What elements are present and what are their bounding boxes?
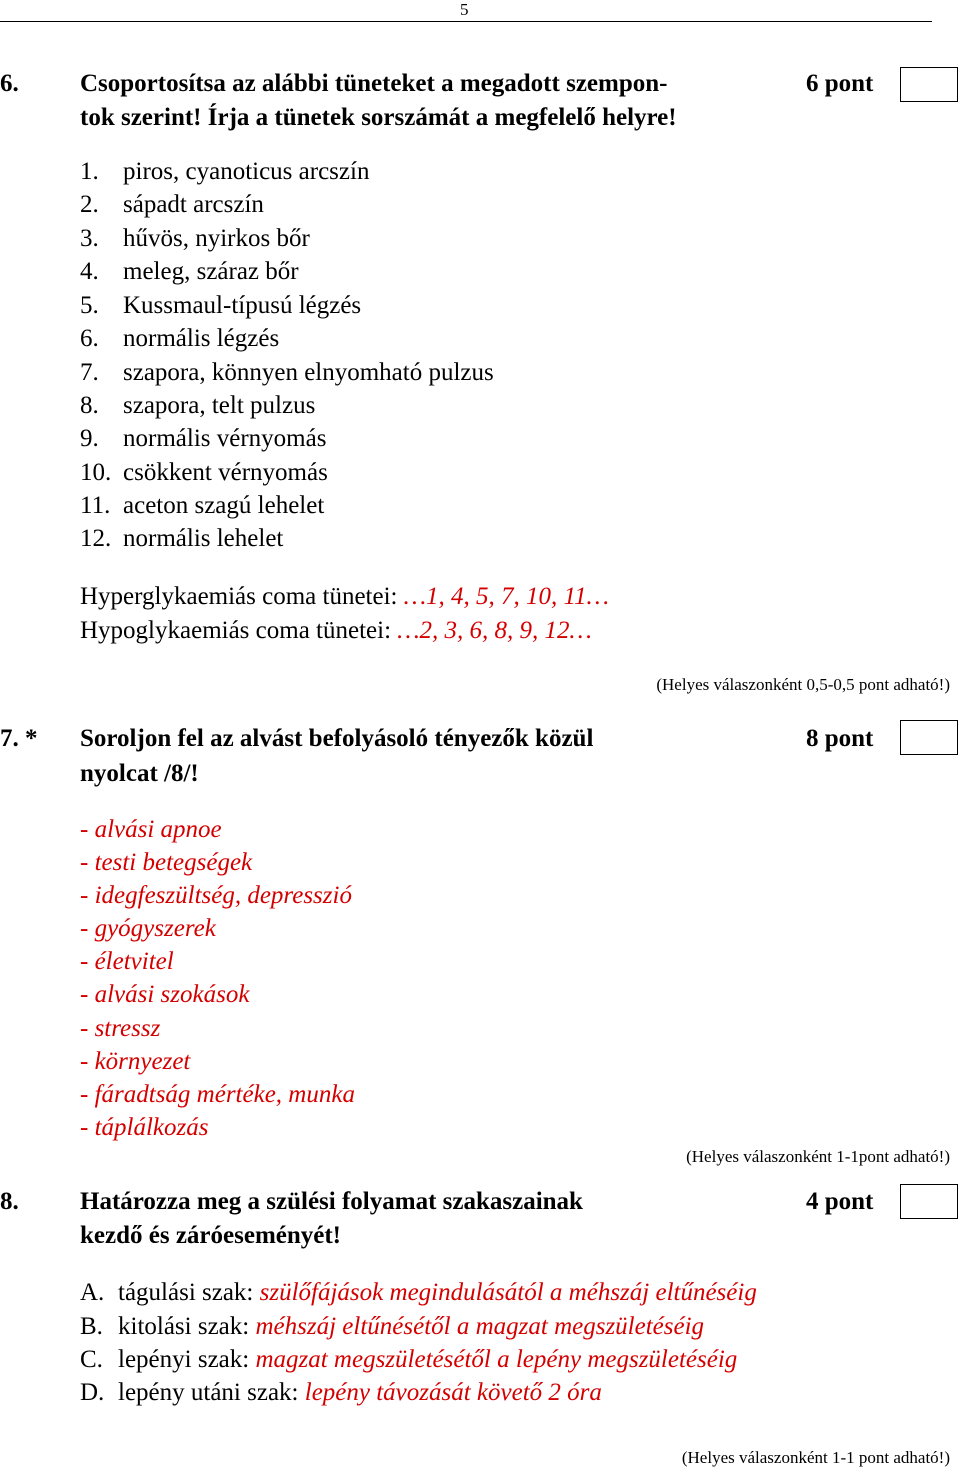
q8-scoring-note: (Helyes válaszonként 1-1 pont adható!): [681, 1448, 950, 1467]
q8-stage: B. kitolási szak: méhszáj eltűnésétől a magzat megszületéséig: [80, 1313, 705, 1340]
q6-title-line2: tok szerint! Írja a tünetek sorszámát a megfelelő helyre!: [80, 104, 677, 131]
q7-answer: - táplálkozás: [80, 1114, 209, 1141]
q7-answer: - idegfeszültség, depresszió: [80, 882, 352, 909]
header-rule: [0, 21, 932, 22]
q6-item: 5. Kussmaul-típusú légzés: [80, 292, 362, 319]
q6-item: 8. szapora, telt pulzus: [80, 392, 316, 419]
q7-answer: - testi betegségek: [80, 849, 253, 876]
q8-number: 8.: [0, 1188, 19, 1215]
q6-number: 6.: [0, 70, 19, 97]
q7-number: 7. *: [0, 725, 38, 752]
q8-score-box[interactable]: [900, 1184, 958, 1219]
q7-answer: - alvási apnoe: [80, 816, 222, 843]
q6-item: 1. piros, cyanoticus arcszín: [80, 158, 370, 185]
q6-title-line1: Csoportosítsa az alábbi tüneteket a megadott szempon-: [80, 70, 668, 97]
q6-item: 3. hűvös, nyirkos bőr: [80, 225, 310, 252]
q7-title-line1: Soroljon fel az alvást befolyásoló tényezők közül: [80, 725, 594, 752]
q6-hyper-line: Hyperglykaemiás coma tünetei: …1, 4, 5, 7, 10, 11…: [80, 583, 609, 610]
page-number: 5: [460, 0, 469, 19]
q6-hypo-line: Hypoglykaemiás coma tünetei: …2, 3, 6, 8, 9, 12…: [80, 617, 592, 644]
q6-hyper-answer: …1, 4, 5, 7, 10, 11…: [403, 583, 609, 610]
q8-title-line1: Határozza meg a szülési folyamat szakaszainak: [80, 1188, 583, 1215]
q8-stage: C. lepényi szak: magzat megszületésétől a lepény megszületéséig: [80, 1346, 738, 1373]
q6-points: 6 pont: [806, 70, 874, 97]
q6-scoring-note: (Helyes válaszonként 0,5-0,5 pont adható!): [656, 675, 950, 694]
q8-stage: D. lepény utáni szak: lepény távozását követő 2 óra: [80, 1379, 602, 1406]
q7-scoring-note: (Helyes válaszonként 1-1pont adható!): [686, 1147, 950, 1166]
q7-answer: - fáradtság mértéke, munka: [80, 1081, 355, 1108]
q6-item: 7. szapora, könnyen elnyomható pulzus: [80, 359, 494, 386]
q6-item: 11. aceton szagú lehelet: [80, 492, 325, 519]
q6-hypo-answer: …2, 3, 6, 8, 9, 12…: [397, 617, 592, 644]
q6-item: 4. meleg, száraz bőr: [80, 258, 299, 285]
q7-title-line2: nyolcat /8/!: [80, 760, 199, 787]
q7-answer: - gyógyszerek: [80, 915, 216, 942]
q7-answer: - stressz: [80, 1015, 161, 1042]
q8-stage: A. tágulási szak: szülőfájások megindulásától a méhszáj eltűnéséig: [80, 1279, 757, 1306]
q8-points: 4 pont: [806, 1188, 874, 1215]
q8-title-line2: kezdő és záróeseményét!: [80, 1222, 342, 1249]
q7-answer: - életvitel: [80, 948, 174, 975]
q6-score-box[interactable]: [900, 67, 958, 102]
q6-item: 2. sápadt arcszín: [80, 191, 264, 218]
q7-answer: - környezet: [80, 1048, 191, 1075]
q7-score-box[interactable]: [900, 720, 958, 755]
q7-answer: - alvási szokások: [80, 981, 250, 1008]
q7-points: 8 pont: [806, 725, 874, 752]
q6-item: 12. normális lehelet: [80, 525, 284, 552]
q6-item: 10. csökkent vérnyomás: [80, 459, 328, 486]
q6-item: 6. normális légzés: [80, 325, 280, 352]
q6-item: 9. normális vérnyomás: [80, 425, 327, 452]
